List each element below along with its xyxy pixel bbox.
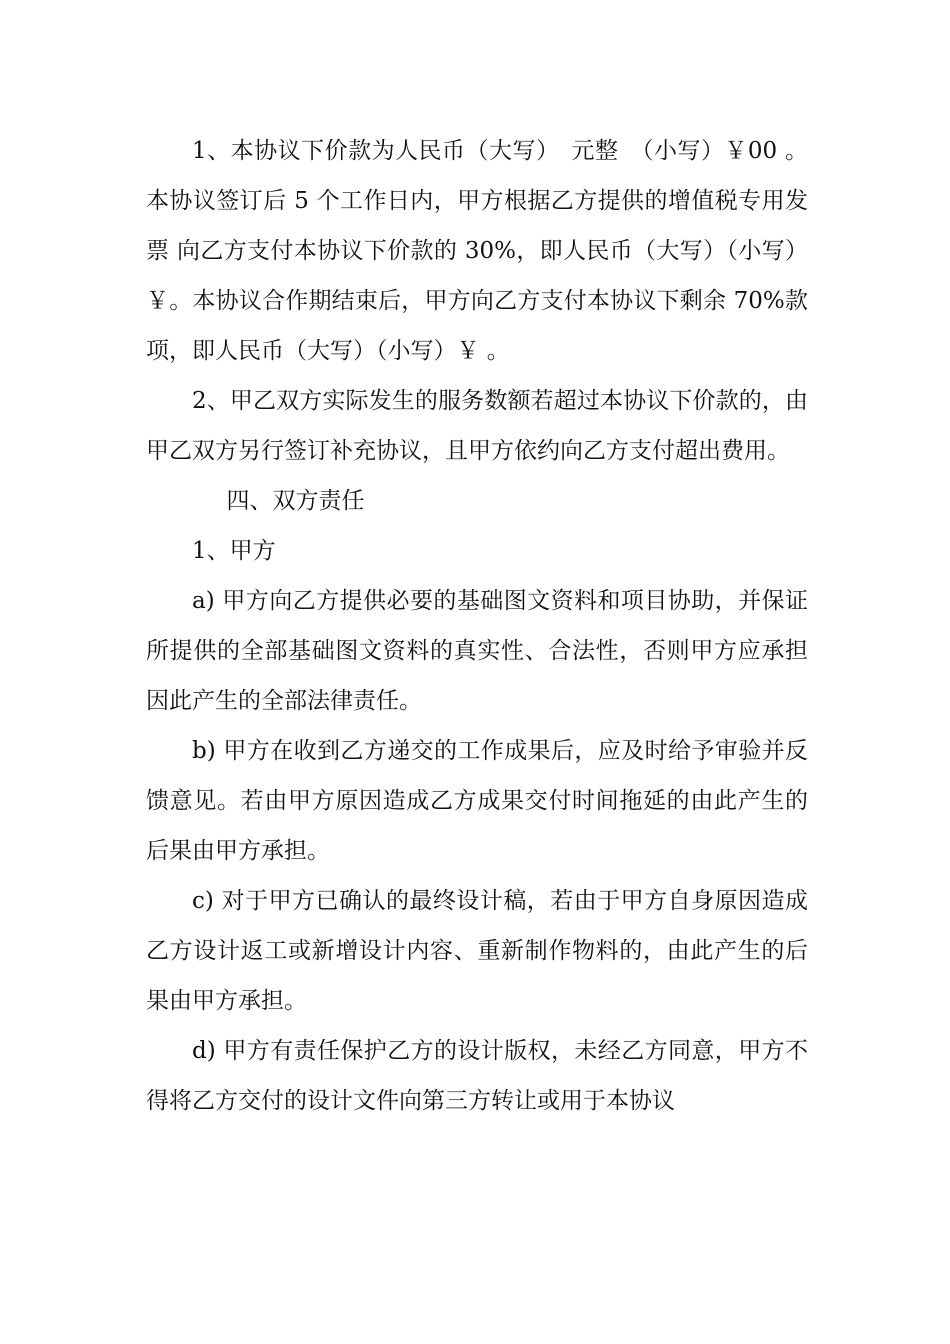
party-a-heading: 1、甲方 (192, 538, 276, 564)
party-a-clause-c: c) 对于甲方已确认的最终设计稿，若由于甲方自身原因造成乙方设计返工或新增设计内容、重新制作物料的，由此产生的后果由甲方承担。 (146, 888, 808, 1014)
document-page (146, 126, 808, 1126)
party-a-clause-d: d) 甲方有责任保护乙方的设计版权，未经乙方同意，甲方不得将乙方交付的设计文件向第三方转让或用于本协议 (146, 1038, 808, 1114)
section-heading-responsibilities: 四、双方责任 (226, 488, 365, 514)
party-a-clause-b: b) 甲方在收到乙方递交的工作成果后，应及时给予审验并反馈意见。若由甲方原因造成乙方成果交付时间拖延的由此产生的后果由甲方承担。 (146, 738, 808, 864)
payment-clause-1: 1、本协议下价款为人民币（大写） 元整 （小写）￥00 。本协议签订后 5 个工作日内，甲方根据乙方提供的增值税专用发票 向乙方支付本协议下价款的 30%，即人民币（大写）（小写）￥。本协议合作期结束后，甲方向乙方支付本协议下剩余 70%款项，即人民币（大写）（小写）￥ 。 (146, 138, 808, 364)
party-a-clause-a: a) 甲方向乙方提供必要的基础图文资料和项目协助，并保证所提供的全部基础图文资料的真实性、合法性，否则甲方应承担因此产生的全部法律责任。 (146, 588, 808, 714)
payment-clause-2: 2、甲乙双方实际发生的服务数额若超过本协议下价款的，由甲乙双方另行签订补充协议，且甲方依约向乙方支付超出费用。 (146, 388, 808, 464)
